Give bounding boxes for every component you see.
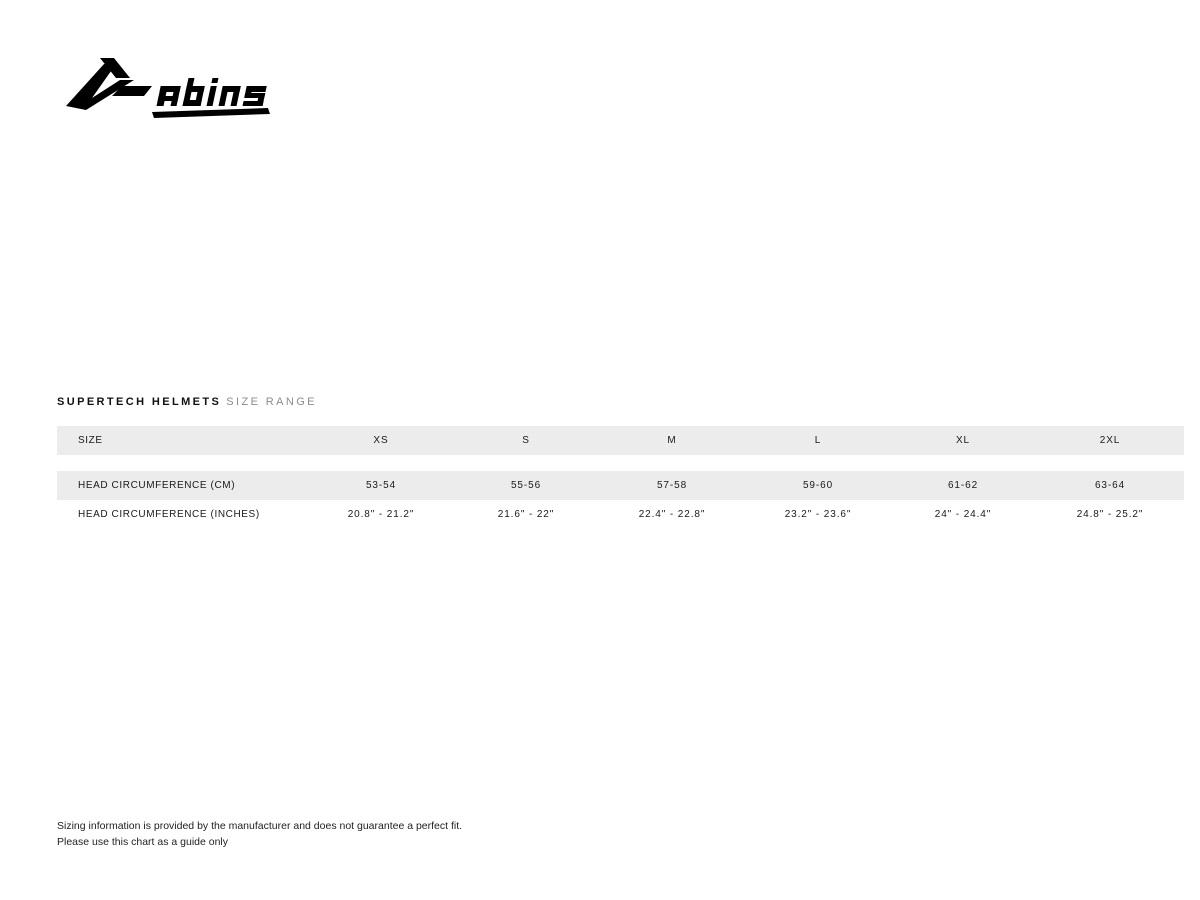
cell-in-m: 22.4" - 22.8": [598, 500, 746, 529]
cell-in-xl: 24" - 24.4": [890, 500, 1036, 529]
column-header-size: SIZE: [57, 426, 308, 455]
brand-logo: [56, 52, 276, 128]
footnote: [57, 818, 462, 850]
size-chart-table: [57, 426, 1184, 529]
cell-cm-xl: 61-62: [890, 471, 1036, 500]
cell-in-l: 23.2" - 23.6": [746, 500, 890, 529]
column-header-xl: XL: [890, 426, 1036, 455]
cell-in-2xl: 24.8" - 25.2": [1036, 500, 1184, 529]
spacer-cell: [57, 455, 1184, 471]
footnote-line-2: Please use this chart as a guide only: [57, 836, 229, 848]
footnote-line-1: Sizing information is provided by the manufacturer and does not guarantee a perfect fit.: [57, 820, 463, 832]
cell-in-s: 21.6" - 22": [454, 500, 598, 529]
cell-cm-m: 57-58: [598, 471, 746, 500]
chart-title-strong: SUPERTECH HELMETS: [57, 396, 222, 408]
cell-cm-2xl: 63-64: [1036, 471, 1184, 500]
column-header-xs: XS: [308, 426, 454, 455]
table-header-row: [57, 426, 1184, 455]
cell-cm-xs: 53-54: [308, 471, 454, 500]
cell-in-xs: 20.8" - 21.2": [308, 500, 454, 529]
column-header-l: L: [746, 426, 890, 455]
cell-cm-s: 55-56: [454, 471, 598, 500]
alpinestars-logo-icon: [56, 52, 276, 128]
column-header-s: S: [454, 426, 598, 455]
chart-title: [57, 394, 317, 410]
cell-cm-l: 59-60: [746, 471, 890, 500]
table-row: [57, 500, 1184, 529]
column-header-m: M: [598, 426, 746, 455]
table-row-spacer: [57, 455, 1184, 471]
column-header-2xl: 2XL: [1036, 426, 1184, 455]
chart-title-light: SIZE RANGE: [226, 396, 317, 408]
row-label-inches: HEAD CIRCUMFERENCE (INCHES): [57, 500, 308, 529]
row-label-cm: HEAD CIRCUMFERENCE (CM): [57, 471, 308, 500]
table-row: [57, 471, 1184, 500]
